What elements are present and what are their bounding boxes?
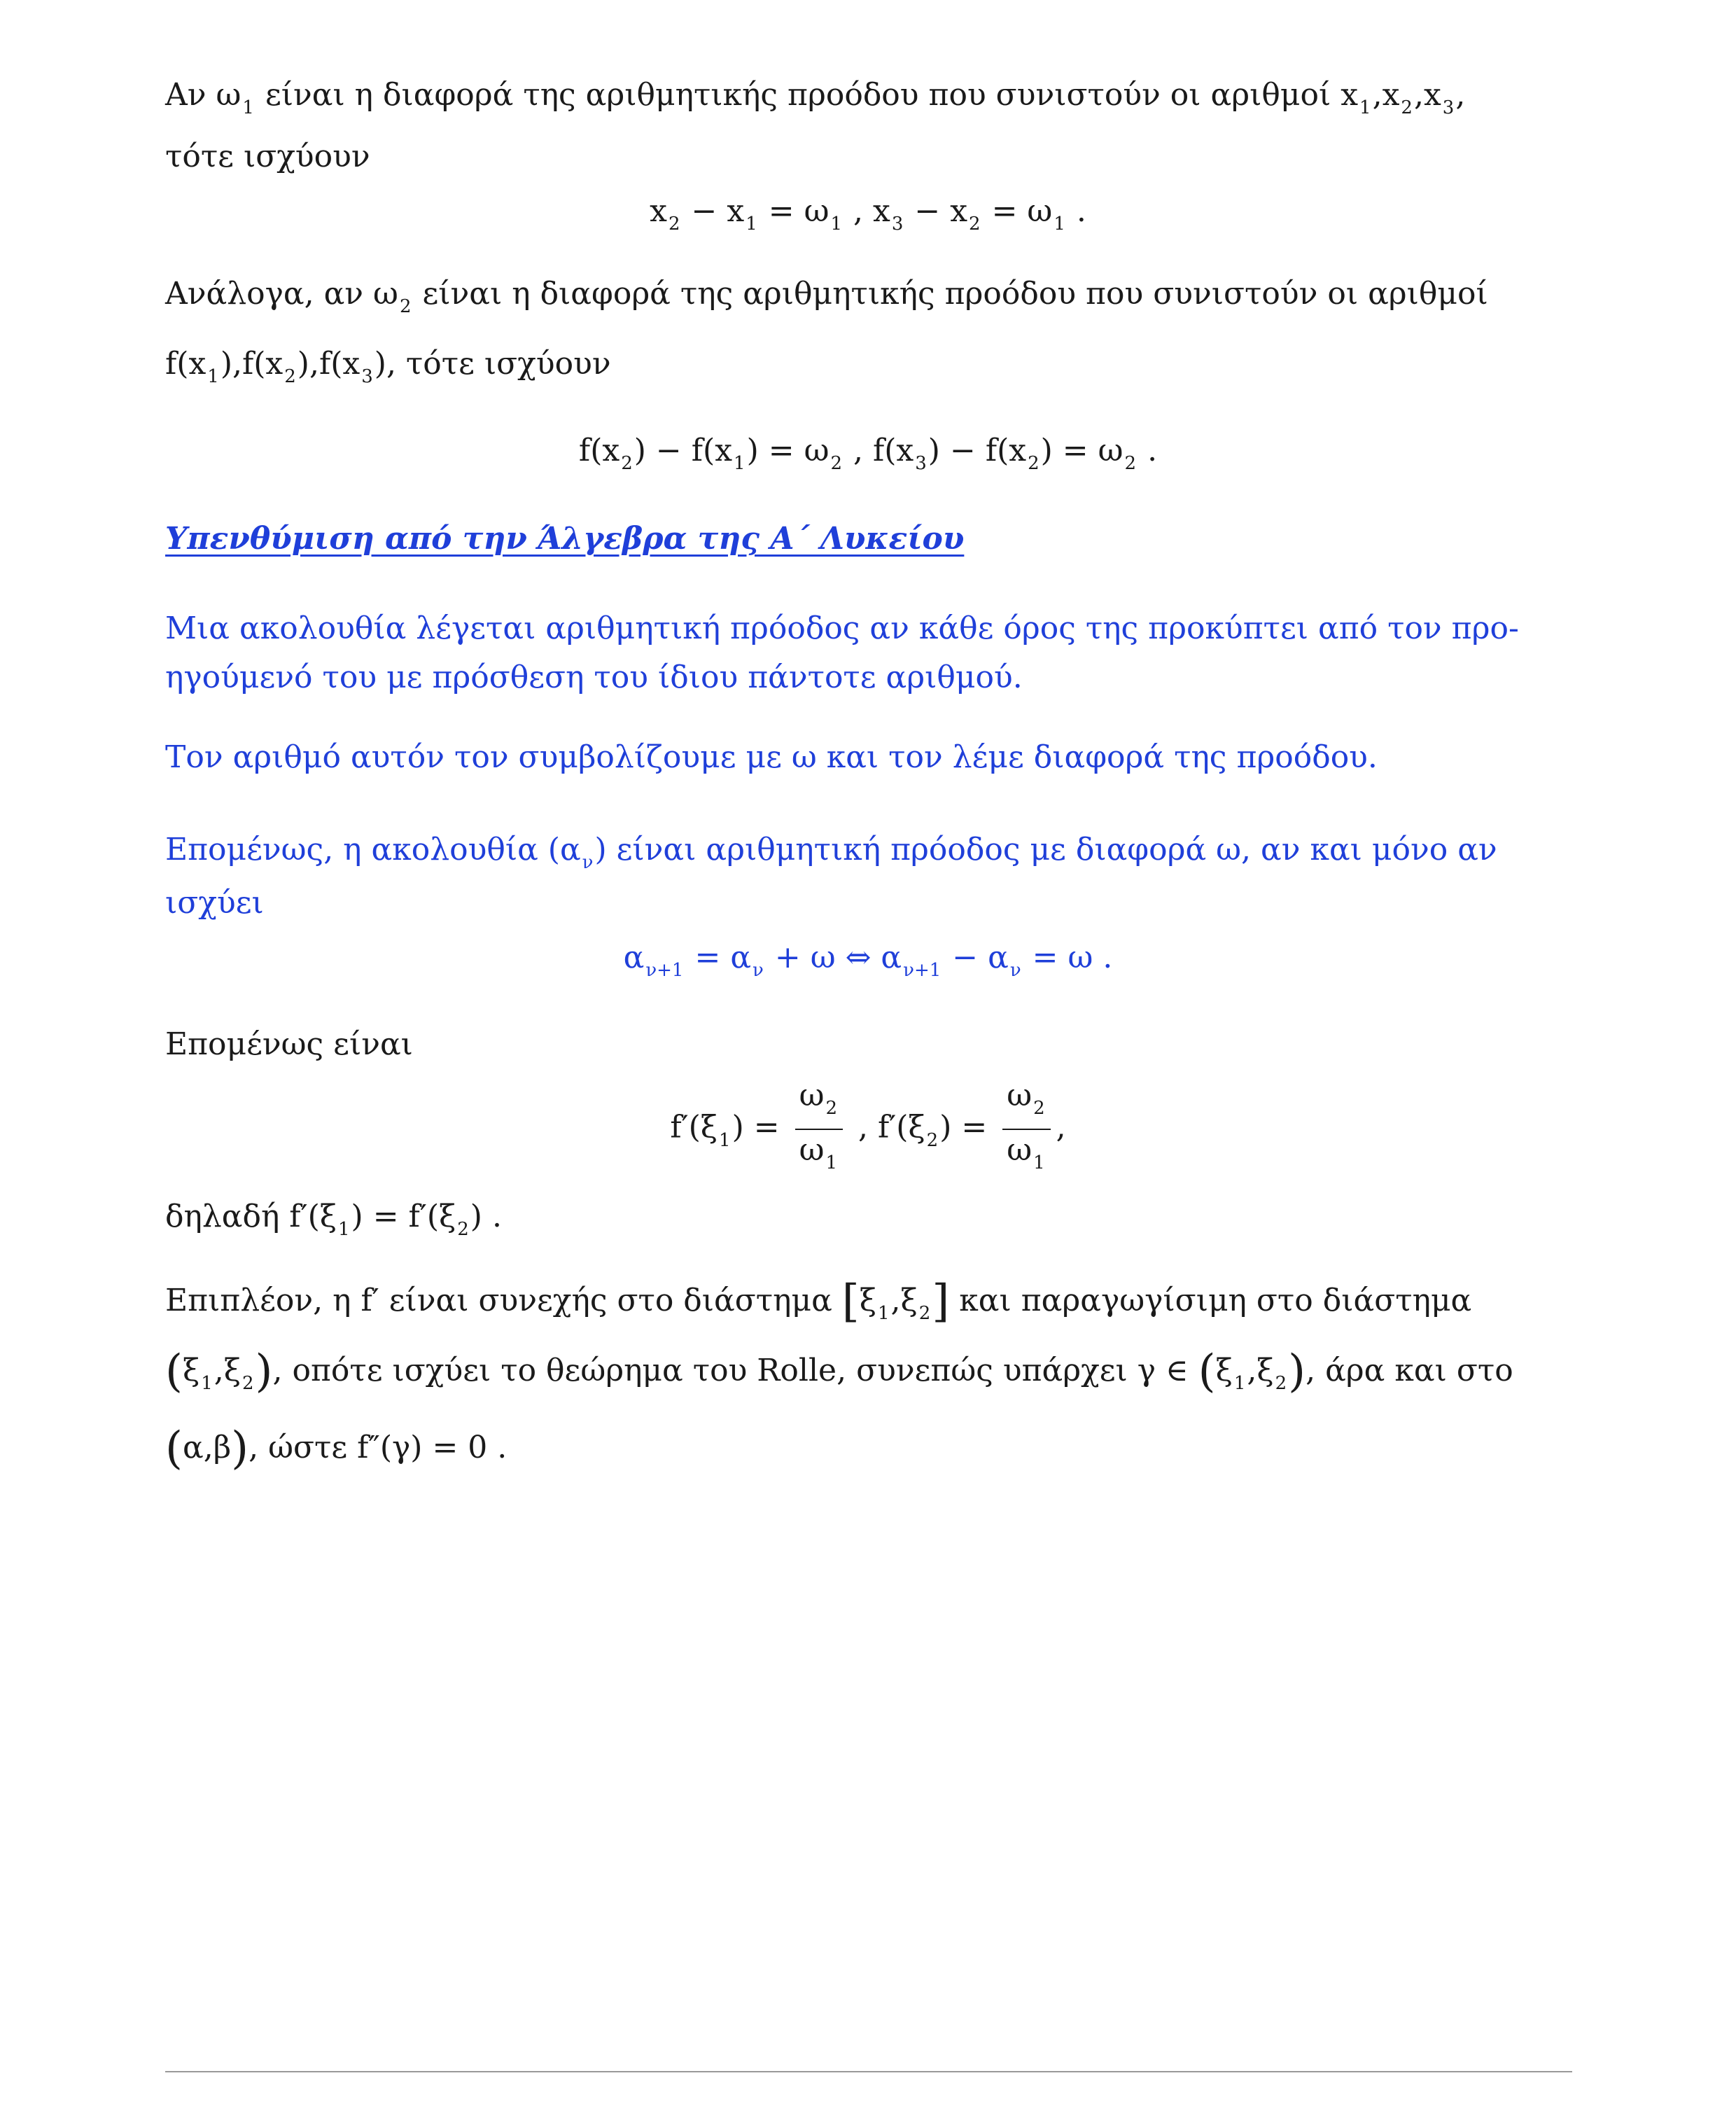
x-sequence: $x_1,x_2,x_3$, — [1340, 77, 1466, 118]
fraction-2: $\frac{\omega_2}{\omega_1}$ — [1002, 1078, 1050, 1180]
paragraph-4: δηλαδή $f'(\xi_1) = f'(\xi_2)$ . — [165, 1199, 502, 1240]
paragraph-5-line-3: (α,β), ώστε f″(γ) = 0 . — [165, 1423, 507, 1474]
paragraph-2-line-2: $f(x_1),f(x_2),f(x_3)$, τότε ισχύουν — [165, 346, 611, 387]
reminder-heading: Υπενθύμιση από την Άλγεβρα της Α΄ Λυκείου — [165, 521, 965, 557]
text: είναι η διαφορά της αριθμητικής προόδου που συνιστούν οι αριθμοί — [255, 77, 1341, 113]
fraction-1: $\frac{\omega_2}{\omega_1}$ — [795, 1078, 843, 1180]
reminder-paragraph-2: Τον αριθμό αυτόν τον συμβολίζουμε με ω και τον λέμε διαφορά της προόδου. — [165, 739, 1378, 775]
footer-divider — [165, 2071, 1572, 2072]
paragraph-5-line-2: $(\xi_1,\xi_2)$, οπότε ισχύει το θεώρημα του Rolle, συνεπώς υπάρχει γ ∈ $(\xi_1,\xi_2)$, άρα και στο — [165, 1346, 1513, 1397]
paragraph-1-line-2: τότε ισχύουν — [165, 139, 370, 174]
reminder-paragraph-3-line-1: Επομένως, η ακολουθία $(\alpha_\nu)$ είναι αριθμητική πρόοδος με διαφορά ω, αν και μόνο αν — [165, 832, 1497, 873]
reminder-paragraph-1-line-1: Μια ακολουθία λέγεται αριθμητική πρόοδος αν κάθε όρος της προκύπτει από τον προ- — [165, 611, 1519, 646]
reminder-paragraph-3-line-2: ισχύει — [165, 885, 264, 921]
paragraph-5-line-1: Επιπλέον, η f′ είναι συνεχής στο διάστημα $[\xi_1,\xi_2]$ και παραγωγίσιμη στο διάστημα — [165, 1276, 1472, 1327]
paragraph-1-line-1 — [165, 76, 1465, 127]
equation-1: $x_2 - x_1 = \omega_1$ , $x_3 - x_2 = \omega_1$ . — [650, 193, 1086, 235]
paragraph-2-line-1: Ανάλογα, αν $\omega_2$ είναι η διαφορά της αριθμητικής προόδου που συνιστούν οι αριθμοί — [165, 276, 1488, 317]
omega: $\omega_1$ — [216, 77, 254, 118]
equation-2: $f(x_2) - f(x_1) = \omega_2$ , $f(x_3) - f(x_2) = \omega_2$ . — [578, 433, 1158, 474]
equation-3: $f'(\xi_1)$ = $\frac{\omega_2}{\omega_1}$ , $f'(\xi_2)$ = $\frac{\omega_2}{\omega_1}$ , — [0, 1078, 1736, 1180]
reminder-paragraph-1-line-2: ηγούμενό του με πρόσθεση του ίδιου πάντοτε αριθμού. — [165, 660, 1023, 695]
text: Αν — [165, 77, 216, 113]
paragraph-3: Επομένως είναι — [165, 1026, 413, 1062]
recurrence-equation: $\alpha_{\nu+1} = \alpha_\nu + \omega$ ⇔ $\alpha_{\nu+1} - \alpha_\nu = \omega$ . — [623, 940, 1113, 981]
